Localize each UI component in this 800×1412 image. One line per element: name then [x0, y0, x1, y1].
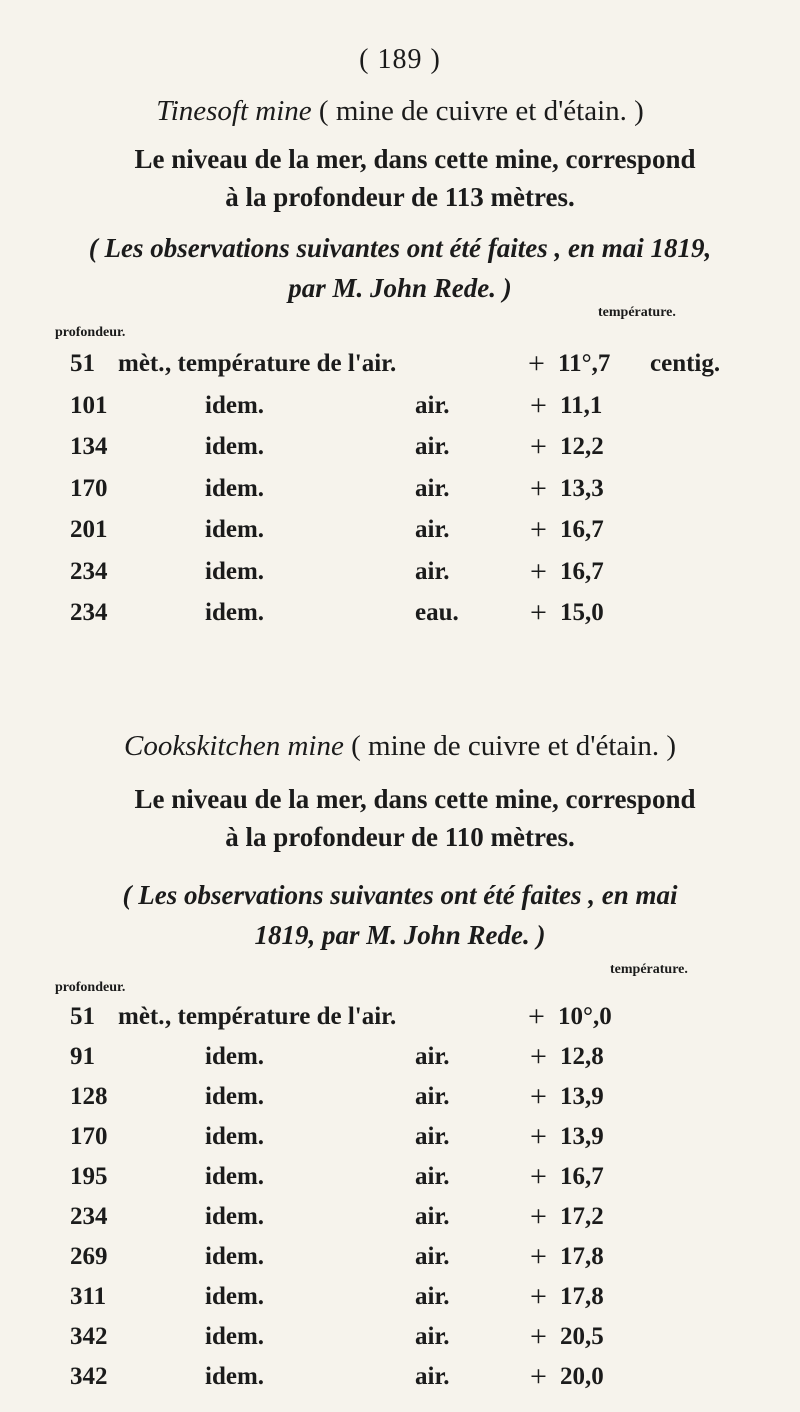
table-row	[0, 1280, 800, 1319]
temperature-cell: 16,7	[560, 557, 604, 585]
table-row	[0, 430, 800, 469]
column-label-temperature: température.	[598, 305, 676, 320]
depth-cell: 234	[70, 557, 108, 585]
label-cell: , température de l'air.	[165, 350, 397, 377]
note-line: 1819, par M. John Rede. )	[254, 920, 546, 950]
table-row	[0, 554, 800, 594]
medium-cell: air.	[415, 1203, 450, 1230]
paragraph-line: Le niveau de la mer, dans cette mine, correspond	[134, 144, 696, 174]
temperature-cell: 13,9	[560, 1083, 604, 1110]
unit-label: centig.	[650, 350, 721, 377]
label-cell: idem.	[205, 1083, 265, 1110]
temperature-cell: 13,3	[560, 474, 604, 502]
temperature-cell: 15,0	[560, 599, 604, 626]
label-cell: idem.	[205, 391, 265, 419]
medium-cell: air.	[415, 474, 450, 502]
plus-sign: +	[530, 1040, 547, 1073]
table-row	[0, 1240, 800, 1279]
temperature-cell: 16,7	[560, 516, 604, 543]
plus-sign: +	[530, 1200, 547, 1233]
label-cell: idem.	[205, 599, 265, 626]
medium-cell: air.	[415, 391, 450, 419]
medium-cell: eau.	[415, 599, 459, 626]
medium-cell: air.	[415, 1363, 450, 1390]
depth-cell: 51	[70, 1003, 95, 1030]
depth-cell: 134	[70, 433, 108, 460]
label-cell: idem.	[205, 433, 265, 460]
label-cell: idem.	[205, 1123, 265, 1150]
temperature-cell: 16,7	[560, 1163, 604, 1190]
section-2-note	[0, 875, 800, 955]
table-row	[0, 1320, 800, 1359]
table-row	[0, 596, 800, 635]
depth-cell: 234	[70, 1203, 108, 1230]
unit-cell: mèt.	[118, 1003, 165, 1030]
depth-cell: 128	[70, 1083, 108, 1110]
table-row	[0, 1360, 800, 1399]
depth-cell: 201	[70, 516, 108, 543]
temperature-cell: 11,1	[560, 391, 603, 419]
plus-sign: +	[530, 388, 547, 422]
label-cell: idem.	[205, 1243, 265, 1270]
depth-cell: 101	[70, 391, 108, 419]
medium-cell: air.	[415, 1123, 450, 1150]
medium-cell: air.	[415, 1163, 450, 1190]
temperature-cell: 12,2	[560, 433, 604, 460]
label-cell: idem.	[205, 1163, 265, 1190]
column-label-temperature: température.	[610, 962, 688, 977]
page-number: ( 189 )	[359, 44, 441, 75]
table-row	[0, 1200, 800, 1239]
section-1-paragraph	[0, 140, 800, 216]
medium-cell: air.	[415, 433, 450, 460]
plus-sign: +	[530, 554, 547, 588]
temperature-cell: 10°,0	[558, 1003, 612, 1030]
plus-sign: +	[528, 347, 545, 380]
plus-sign: +	[530, 513, 547, 546]
depth-cell: 170	[70, 1123, 108, 1150]
section-1-title	[0, 95, 800, 128]
medium-cell: air.	[415, 516, 450, 543]
plus-sign: +	[530, 596, 547, 629]
depth-cell: 195	[70, 1163, 108, 1190]
plus-sign: +	[530, 1240, 547, 1273]
label-cell: idem.	[205, 1203, 265, 1230]
plus-sign: +	[530, 1120, 547, 1153]
temperature-cell: 12,8	[560, 1043, 604, 1070]
table-row	[0, 1040, 800, 1079]
depth-cell: 170	[70, 474, 108, 502]
depth-cell: 311	[70, 1283, 107, 1310]
plus-sign: +	[528, 1000, 545, 1033]
label-cell: idem.	[205, 1043, 265, 1070]
paragraph-line: à la profondeur de 113 mètres.	[225, 182, 575, 212]
table-row	[0, 1000, 800, 1039]
medium-cell: air.	[415, 1083, 450, 1110]
depth-cell: 234	[70, 599, 108, 626]
table-row	[0, 513, 800, 552]
paragraph-line: à la profondeur de 110 mètres.	[225, 822, 575, 852]
medium-cell: air.	[415, 1283, 450, 1310]
medium-cell: air.	[415, 1323, 450, 1350]
temperature-cell: 20,0	[560, 1363, 604, 1390]
mine-name: Tinesoft mine	[156, 95, 312, 127]
label-cell: , température de l'air.	[165, 1003, 397, 1030]
plus-sign: +	[530, 1280, 547, 1313]
section-2-paragraph	[0, 780, 800, 856]
column-label-depth: profondeur.	[55, 980, 126, 995]
column-label-depth: profondeur.	[55, 325, 126, 340]
depth-cell: 91	[70, 1043, 95, 1070]
plus-sign: +	[530, 1320, 547, 1353]
label-cell: idem.	[205, 557, 265, 585]
label-cell: idem.	[205, 1323, 265, 1350]
label-cell: idem.	[205, 516, 265, 543]
temperature-cell: 20,5	[560, 1323, 604, 1350]
unit-cell: mèt.	[118, 350, 165, 377]
section-1-note	[0, 228, 800, 308]
depth-cell: 342	[70, 1363, 108, 1390]
note-line: ( Les observations suivantes ont été faites , en mai	[122, 880, 678, 910]
medium-cell: air.	[415, 1043, 450, 1070]
plus-sign: +	[530, 1080, 547, 1113]
mine-subtitle: ( mine de cuivre et d'étain. )	[318, 95, 644, 127]
label-cell: idem.	[205, 1283, 265, 1310]
plus-sign: +	[530, 1160, 547, 1193]
mine-subtitle: ( mine de cuivre et d'étain. )	[351, 730, 676, 762]
paragraph-line: Le niveau de la mer, dans cette mine, correspond	[134, 784, 696, 814]
label-cell: idem.	[205, 474, 265, 502]
plus-sign: +	[530, 1360, 547, 1393]
table-row	[0, 1120, 800, 1159]
mine-name: Cookskitchen mine	[124, 730, 344, 762]
plus-sign: +	[530, 430, 547, 463]
table-row	[0, 1160, 800, 1199]
depth-cell: 51	[70, 350, 95, 377]
temperature-cell: 17,2	[560, 1203, 604, 1230]
medium-cell: air.	[415, 557, 450, 585]
temperature-cell: 13,9	[560, 1123, 604, 1150]
temperature-cell: 17,8	[560, 1243, 604, 1270]
table-row	[0, 471, 800, 511]
note-line: par M. John Rede. )	[288, 273, 512, 303]
medium-cell: air.	[415, 1243, 450, 1270]
table-row	[0, 347, 800, 386]
temperature-cell: 17,8	[560, 1283, 604, 1310]
plus-sign: +	[530, 471, 547, 505]
table-row	[0, 1080, 800, 1119]
note-line: ( Les observations suivantes ont été faites , en mai 1819,	[88, 233, 712, 263]
depth-cell: 342	[70, 1323, 108, 1350]
label-cell: idem.	[205, 1363, 265, 1390]
temperature-cell: 11°,7	[558, 350, 611, 377]
depth-cell: 269	[70, 1243, 108, 1270]
table-row	[0, 388, 800, 428]
section-2-title	[0, 730, 800, 763]
